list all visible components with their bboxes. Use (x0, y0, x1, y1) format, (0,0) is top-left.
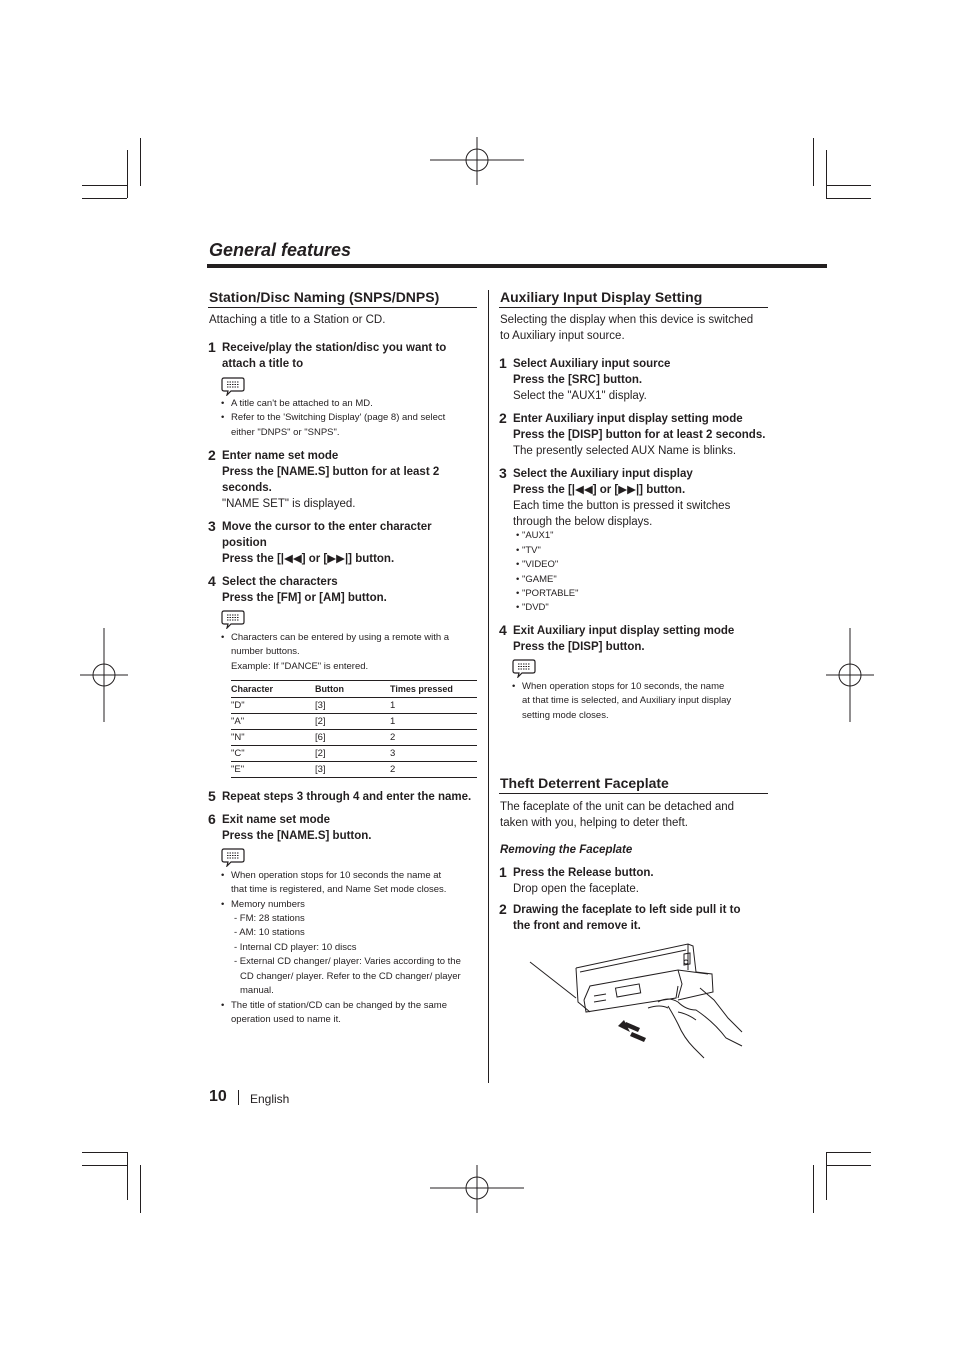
note-item: either "DNPS" or "SNPS". (231, 427, 340, 438)
table-row (231, 698, 477, 714)
section-intro: to Auxiliary input source. (500, 330, 625, 342)
display-option: • "TV" (516, 545, 541, 556)
note-item: operation used to name it. (231, 1014, 341, 1025)
step-result: through the below displays. (513, 516, 653, 528)
display-option: • "DVD" (516, 602, 549, 613)
crop-mark (127, 150, 128, 198)
table-header: Button (315, 681, 390, 698)
table-cell: 3 (390, 746, 477, 762)
step-result: Drop open the faceplate. (513, 883, 639, 895)
note-item: • When operation stops for 10 seconds the name at (231, 869, 441, 884)
step-text: Exit name set mode (222, 814, 331, 826)
note-item: number buttons. (231, 646, 300, 657)
note-item: setting mode closes. (522, 710, 609, 721)
step-text: Press the [|◀◀] or [▶▶|] button. (513, 484, 686, 496)
crop-mark (826, 1152, 827, 1200)
step-number: 1 (208, 339, 216, 355)
note-icon (512, 658, 536, 678)
step-text: Select the characters (222, 576, 338, 588)
crop-mark (826, 150, 827, 198)
section-heading-theft: Theft Deterrent Faceplate (500, 775, 669, 791)
note-item: • A title can't be attached to an MD. (231, 397, 373, 412)
section-rule (499, 793, 768, 794)
step-text: Press the [FM] or [AM] button. (222, 592, 387, 604)
crop-mark (826, 1152, 871, 1153)
step-number: 2 (499, 410, 507, 426)
table-cell: 1 (390, 698, 477, 714)
crop-mark (140, 1165, 141, 1213)
table-cell: [6] (315, 730, 390, 746)
section-intro: Attaching a title to a Station or CD. (209, 314, 386, 326)
table-cell: "A" (231, 714, 315, 730)
title-rule (207, 264, 827, 268)
crop-mark (826, 1165, 871, 1166)
column-divider (488, 290, 489, 1083)
faceplate-removal-illustration (528, 940, 748, 1060)
note-item: - Internal CD player: 10 discs (234, 942, 357, 953)
step-text: Drawing the faceplate to left side pull it to (513, 904, 741, 916)
page-language: English (250, 1092, 290, 1106)
note-item: at that time is selected, and Auxiliary input display (522, 695, 732, 706)
crop-mark (826, 198, 871, 199)
table-cell: [2] (315, 714, 390, 730)
step-text: Press the [NAME.S] button for at least 2 (222, 466, 440, 478)
note-item: Example: If "DANCE" is entered. (231, 661, 369, 672)
section-intro: Selecting the display when this device is switched (500, 314, 754, 326)
step-text: Select Auxiliary input source (513, 358, 671, 370)
registration-mark-bottom (430, 1165, 524, 1213)
display-option: • "AUX1" (516, 530, 554, 541)
step-number: 5 (208, 788, 216, 804)
step-text: Select the Auxiliary input display (513, 468, 693, 480)
page-number: 10 (209, 1088, 227, 1105)
step-text: Press the [DISP] button for at least 2 seconds. (513, 429, 766, 441)
registration-mark-left (80, 628, 128, 722)
section-heading-snps: Station/Disc Naming (SNPS/DNPS) (209, 289, 440, 305)
step-text: Enter Auxiliary input display setting mode (513, 413, 743, 425)
registration-mark-top (430, 137, 524, 185)
step-text: attach a title to (222, 358, 304, 370)
step-result: Each time the button is pressed it switches (513, 500, 731, 512)
page-title: General features (209, 240, 352, 260)
step-text: Receive/play the station/disc you want to (222, 342, 447, 354)
step-number: 6 (208, 811, 216, 827)
note-item: - External CD changer/ player: Varies according to the (234, 956, 461, 967)
crop-mark (82, 1152, 127, 1153)
crop-mark (813, 1165, 814, 1213)
subheading-removing: Removing the Faceplate (500, 844, 633, 856)
step-text: Exit Auxiliary input display setting mode (513, 625, 735, 637)
table-header: Character (231, 681, 315, 698)
section-heading-aux: Auxiliary Input Display Setting (500, 289, 703, 305)
note-item: • When operation stops for 10 seconds, the name (522, 680, 724, 695)
step-text: Enter name set mode (222, 450, 339, 462)
table-header: Times pressed (390, 681, 477, 698)
step-text: Repeat steps 3 through 4 and enter the name. (222, 791, 472, 803)
step-number: 2 (499, 901, 507, 917)
section-rule (208, 307, 477, 308)
table-cell: [3] (315, 762, 390, 778)
step-number: 4 (208, 573, 216, 589)
note-item: • Refer to the 'Switching Display' (page 8) and select (231, 411, 445, 426)
step-text: position (222, 537, 267, 549)
step-text: Press the [NAME.S] button. (222, 830, 372, 842)
step-text: the front and remove it. (513, 920, 641, 932)
note-icon (221, 609, 245, 629)
step-text: Press the [DISP] button. (513, 641, 645, 653)
crop-mark (140, 138, 141, 186)
display-option: • "GAME" (516, 574, 557, 585)
table-row (231, 746, 477, 762)
registration-mark-right (826, 628, 874, 722)
step-number: 3 (208, 518, 216, 534)
table-cell: "E" (231, 762, 315, 778)
table-row (231, 762, 477, 778)
note-item: - FM: 28 stations (234, 913, 305, 924)
section-rule (499, 307, 768, 308)
step-number: 1 (499, 864, 507, 880)
step-number: 1 (499, 355, 507, 371)
note-item: • Characters can be entered by using a remote with a (231, 631, 449, 646)
table-cell: 2 (390, 730, 477, 746)
step-number: 3 (499, 465, 507, 481)
table-cell: "C" (231, 746, 315, 762)
table-cell: [2] (315, 746, 390, 762)
step-result: The presently selected AUX Name is blinks. (513, 445, 737, 457)
note-item: • Memory numbers (231, 898, 305, 913)
note-item: CD changer/ player. Refer to the CD changer/ player (240, 971, 461, 982)
step-text: Press the [SRC] button. (513, 374, 643, 386)
table-cell: "N" (231, 730, 315, 746)
note-item: manual. (240, 985, 274, 996)
step-number: 2 (208, 447, 216, 463)
step-text: seconds. (222, 482, 272, 494)
section-intro: The faceplate of the unit can be detached and (500, 801, 735, 813)
display-option: • "VIDEO" (516, 559, 559, 570)
table-header-row (231, 681, 477, 698)
crop-mark (127, 1152, 128, 1200)
table-row (231, 730, 477, 746)
step-number: 4 (499, 622, 507, 638)
step-result: Select the "AUX1" display. (513, 390, 647, 402)
step-text: Press the [|◀◀] or [▶▶|] button. (222, 553, 395, 565)
step-text: Press the Release button. (513, 867, 654, 879)
crop-mark (82, 185, 127, 186)
section-intro: taken with you, helping to deter theft. (500, 817, 688, 829)
table-cell: "D" (231, 698, 315, 714)
step-text: Move the cursor to the enter character (222, 521, 432, 533)
note-icon (221, 376, 245, 396)
crop-mark (826, 185, 871, 186)
footer-divider (238, 1090, 239, 1105)
note-item: - AM: 10 stations (234, 927, 305, 938)
note-item: • The title of station/CD can be changed by the same (231, 999, 447, 1014)
table-row (231, 714, 477, 730)
crop-mark (82, 198, 127, 199)
note-icon (221, 847, 245, 867)
table-cell: 1 (390, 714, 477, 730)
crop-mark (82, 1165, 127, 1166)
table-cell: 2 (390, 762, 477, 778)
note-item: that time is registered, and Name Set mode closes. (231, 884, 447, 895)
display-option: • "PORTABLE" (516, 588, 579, 599)
character-table (231, 680, 477, 778)
step-result: "NAME SET" is displayed. (222, 498, 356, 510)
table-cell: [3] (315, 698, 390, 714)
crop-mark (813, 138, 814, 186)
